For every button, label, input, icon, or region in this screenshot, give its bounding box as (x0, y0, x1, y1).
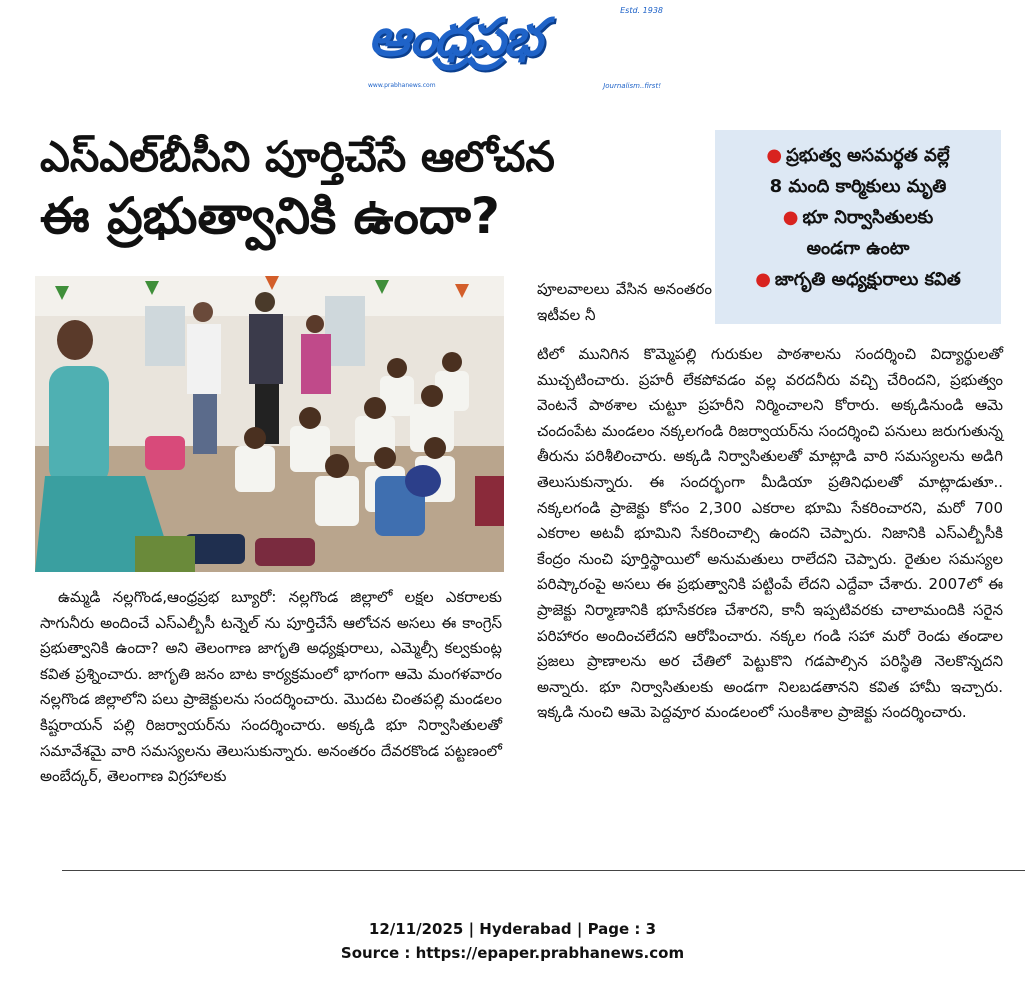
bullet-icon: ● (782, 207, 799, 228)
footer-date-page: 12/11/2025 | Hyderabad | Page : 3 (368, 920, 657, 938)
tagline: Journalism..first! (603, 82, 661, 90)
headline (40, 130, 710, 248)
article-left-column: ఉమ్మడి నల్లగొండ,ఆంధ్రప్రభ బ్యూరో: నల్లగొండ జిల్లాలో లక్షల ఎకరాలకు సాగునీరు అందించే ఎస్ఎల్బీసీ టన్నెల్ ను పూర్తిచేసే ఆలోచన అసలు ఈ కాంగ్రెస్ ప్రభుత్వానికి ఉందా? అని తెలంగాణ జాగృతి అధ్యక్షురాలు, ఎమ్మెల్సీ కల్వకుంట్ల కవిత ప్రశ్నించారు. జాగృతి జనం బాట కార్యక్రమంలో భాగంగా ఆమె మంగళవారం నల్లగొండ జిల్లాలోని పలు ప్రాజెక్టులను సందర్శించారు. మొదట చింతపల్లి మండలం కిష్టరాయన్ పల్లి రిజర్వాయర్‌ను సందర్శించారు. అక్కడి భూ నిర్వాసితులతో సమావేశమై వారి సమస్యలను తెలుసుకున్నారు. అనంతరం దేవరకొండ పట్టణంలో అంబేద్కర్, తెలంగాణ విగ్రహాలకు (40, 588, 502, 786)
masthead (360, 6, 665, 92)
highlight-item: ● జాగృతి అధ్యక్షురాలు కవిత (755, 269, 961, 290)
estd-label: Estd. 1938 (620, 6, 663, 15)
bullet-icon: ● (766, 145, 783, 166)
divider-line (62, 870, 1025, 871)
footer-source: Source : https://epaper.prabhanews.com (340, 944, 685, 962)
article-photo (35, 276, 504, 572)
classroom-photo-illustration (35, 276, 504, 572)
headline-line-2: ఈ ప్రభుత్వానికి ఉందా? (40, 187, 500, 245)
highlight-item: అండగా ఉంటా (806, 238, 910, 259)
headline-line-1: ఎస్‌ఎల్‌బీసీని పూర్తిచేసే ఆలోచన (40, 132, 555, 181)
highlight-item: ● భూ నిర్వాసితులకు (782, 207, 934, 228)
website-label: www.prabhanews.com (368, 82, 436, 89)
article-right-top: పూలవాలలు వేసిన అనంతరం ఇటీవల నీ (537, 280, 712, 324)
highlights-box (715, 130, 1001, 324)
bullet-icon: ● (755, 269, 771, 290)
article-right-column: టిలో మునిగిన కొమ్మెపల్లి గురుకుల పాఠశాలను సందర్శించి విద్యార్థులతో ముచ్చటించారు. ప్రహరీ లేకపోవడం వల్ల వరదనీరు వచ్చి చేరిందని, ప్రభుత్వం వెంటనే పాఠశాల చుట్టూ ప్రహరీని నిర్మించాలని కోరారు. అక్కడినుండి ఆమె చందంపేట మండలం నక్కలగండి రిజర్వాయర్‌ను సందర్శించి పనులు జరుగుతున్న తీరును పరిశీలించారు. అక్కడి నిర్వాసితులతో మాట్లాడి వారి సమస్యలను అడిగి తెలుసుకున్నారు. ఈ సందర్భంగా మీడియా ప్రతినిధులతో మాట్లాడుతూ.. నక్కలగండి ప్రాజెక్టు కోసం 2,300 ఎకరాల భూమి సేకరించారని, మరో 700 ఎకరాల అటవీ భూమిని సేకరించాల్సి ఉందని చెప్పారు. నిజానికి ఎస్ఎల్బీసీకి కేంద్రం నుంచి పూర్తిస్థాయిలో అనుమతులు రాలేదని చెప్పారు. రైతుల సమస్యల పరిష్కారంపై అసలు ఈ ప్రభుత్వానికి పట్టింపే లేదని ఎద్దేవా చేశారు. 2007లో ఈ ప్రాజెక్టు నిర్మాణానికి భూసేకరణ చేశారని, కానీ ఇప్పటివరకు చాలామందికి సరైన పరిహారం అందించలేదని ఆరోపించారు. నక్కల గండి సహా మరో రెండు తండాల ప్రజలు ప్రాణాలను అర చేతిలో పెట్టుకొని గడపాల్సిన పరిస్థితి నెలకొన్నదని అన్నారు. భూ నిర్వాసితులకు అండగా నిలబడతానని కవిత హామీ ఇచ్చారు. ఇక్కడి నుంచి ఆమె పెద్దవూర మండలంలో సుంకిశాల ప్రాజెక్టు సందర్శించారు. (537, 345, 1003, 722)
newspaper-logo: ఆంధ్రప్రభ (368, 8, 541, 68)
highlight-item: 8 మంది కార్మికులు మృతి (769, 176, 947, 197)
highlight-item: ● ప్రభుత్వ అసమర్థత వల్లే (766, 145, 950, 166)
